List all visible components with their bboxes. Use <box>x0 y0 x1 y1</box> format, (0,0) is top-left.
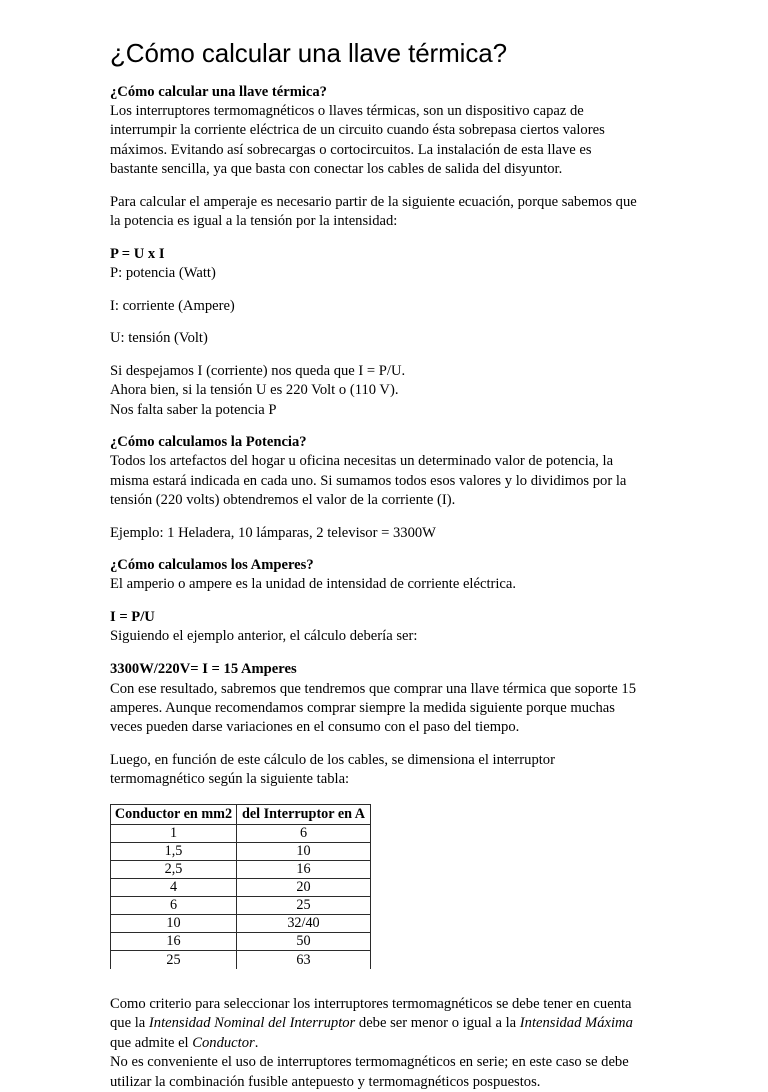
note-line-1: Si despejamos I (corriente) nos queda que I = P/U. <box>110 362 406 379</box>
closing-paragraph-1 <box>110 995 640 1053</box>
closing-section <box>110 995 640 1092</box>
table-header-conductor: Conductor en mm2 <box>111 804 237 824</box>
amperage-table <box>110 804 371 969</box>
potencia-section <box>110 433 640 511</box>
paragraph-calculo: Siguiendo el ejemplo anterior, el cálculo debería ser: <box>110 628 418 645</box>
note-line-2: Ahora bien, si la tensión U es 220 Volt o (110 V). <box>110 382 399 399</box>
formula-power: P = U x I <box>110 245 165 262</box>
cell-interruptor: 63 <box>237 950 371 969</box>
table-row <box>111 842 371 860</box>
formula-result: 3300W/220V= I = 15 Amperes <box>110 660 297 677</box>
table-row <box>111 932 371 950</box>
section-heading-1: ¿Cómo calcular una llave térmica? <box>110 83 327 100</box>
paragraph-resultado: Con ese resultado, sabremos que tendremos que comprar una llave térmica que soporte 15 amperes. Aunque recomendamos comprar siempre la medida siguiente porque muchas veces pueden darse variaciones en el consumo con el paso del tiempo. <box>110 680 637 736</box>
closing-text-4: . <box>254 1034 259 1051</box>
paragraph-intro: Los interruptores termomagnéticos o llaves térmicas, son un dispositivo capaz de interrumpir la corriente eléctrica de un circuito cuando ésta sobrepasa ciertos valores máximos. Evitando así sobrecargas o cortocircuitos. La instalación de esta llave es bastante sencilla, ya que basta con conectar los cables de salida del disyuntor. <box>110 102 605 178</box>
cell-conductor: 10 <box>111 914 237 932</box>
cell-conductor: 1,5 <box>111 842 237 860</box>
term-intensidad-nominal: Intensidad Nominal del Interruptor <box>148 1015 356 1032</box>
cell-interruptor: 50 <box>237 932 371 950</box>
table-row <box>111 896 371 914</box>
definition-corriente: I: corriente (Ampere) <box>110 297 235 314</box>
note-line-3: Nos falta saber la potencia P <box>110 401 277 418</box>
amperes-section <box>110 556 640 595</box>
cell-interruptor: 32/40 <box>237 914 371 932</box>
definition-potencia: P: potencia (Watt) <box>110 265 216 282</box>
closing-text-3: que admite el <box>110 1034 193 1051</box>
cell-interruptor: 16 <box>237 860 371 878</box>
table-row <box>111 950 371 969</box>
closing-text-1: Como criterio para seleccionar los interruptores termomagnéticos se debe tener en cuenta que la <box>110 995 632 1032</box>
table-row <box>111 824 371 842</box>
section-heading-2: ¿Cómo calculamos la Potencia? <box>110 434 307 451</box>
intro-section <box>110 83 640 180</box>
table-row <box>111 878 371 896</box>
cell-conductor: 2,5 <box>111 860 237 878</box>
formula-current-block <box>110 608 640 647</box>
paragraph-tabla-intro: Luego, en función de este cálculo de los cables, se dimensiona el interruptor termomagnético según la siguiente tabla: <box>110 751 555 788</box>
notes-block <box>110 362 640 420</box>
result-block <box>110 660 640 738</box>
section-heading-3: ¿Cómo calculamos los Amperes? <box>110 557 314 574</box>
term-conductor: Conductor <box>192 1034 255 1051</box>
page-title: ¿Cómo calcular una llave térmica? <box>110 38 507 68</box>
paragraph-equation-intro: Para calcular el amperaje es necesario partir de la siguiente ecuación, porque sabemos que la potencia es igual a la tensión por la intensidad: <box>110 193 637 230</box>
formula-power-block <box>110 245 640 284</box>
example-line: Ejemplo: 1 Heladera, 10 lámparas, 2 televisor = 3300W <box>110 524 436 541</box>
table-header-interruptor: del Interruptor en A <box>237 804 371 824</box>
formula-current: I = P/U <box>110 608 155 625</box>
table-row <box>111 914 371 932</box>
amperage-table-wrapper <box>110 804 640 969</box>
paragraph-potencia: Todos los artefactos del hogar u oficina necesitas un determinado valor de potencia, la misma estará indicada en cada uno. Si sumamos todos esos valores y lo dividimos por la tensión (220 volts) obtendremos el valor de la corriente (I). <box>110 453 627 509</box>
table-row <box>111 860 371 878</box>
cell-conductor: 4 <box>111 878 237 896</box>
definition-tension: U: tensión (Volt) <box>110 330 208 347</box>
term-intensidad-maxima: Intensidad Máxima <box>519 1015 633 1032</box>
cell-interruptor: 25 <box>237 896 371 914</box>
cell-conductor: 25 <box>111 950 237 969</box>
cell-interruptor: 10 <box>237 842 371 860</box>
closing-text-2: debe ser menor o igual a la <box>355 1015 520 1032</box>
table-body <box>111 824 371 969</box>
cell-conductor: 16 <box>111 932 237 950</box>
cell-conductor: 6 <box>111 896 237 914</box>
paragraph-amperes: El amperio o ampere es la unidad de intensidad de corriente eléctrica. <box>110 576 517 593</box>
table-header-row <box>111 804 371 824</box>
cell-interruptor: 20 <box>237 878 371 896</box>
cell-interruptor: 6 <box>237 824 371 842</box>
cell-conductor: 1 <box>111 824 237 842</box>
closing-paragraph-2: No es conveniente el uso de interruptores termomagnéticos en serie; en este caso se debe utilizar la combinación fusible antepuesto y termomagnéticos pospuestos. <box>110 1054 629 1090</box>
